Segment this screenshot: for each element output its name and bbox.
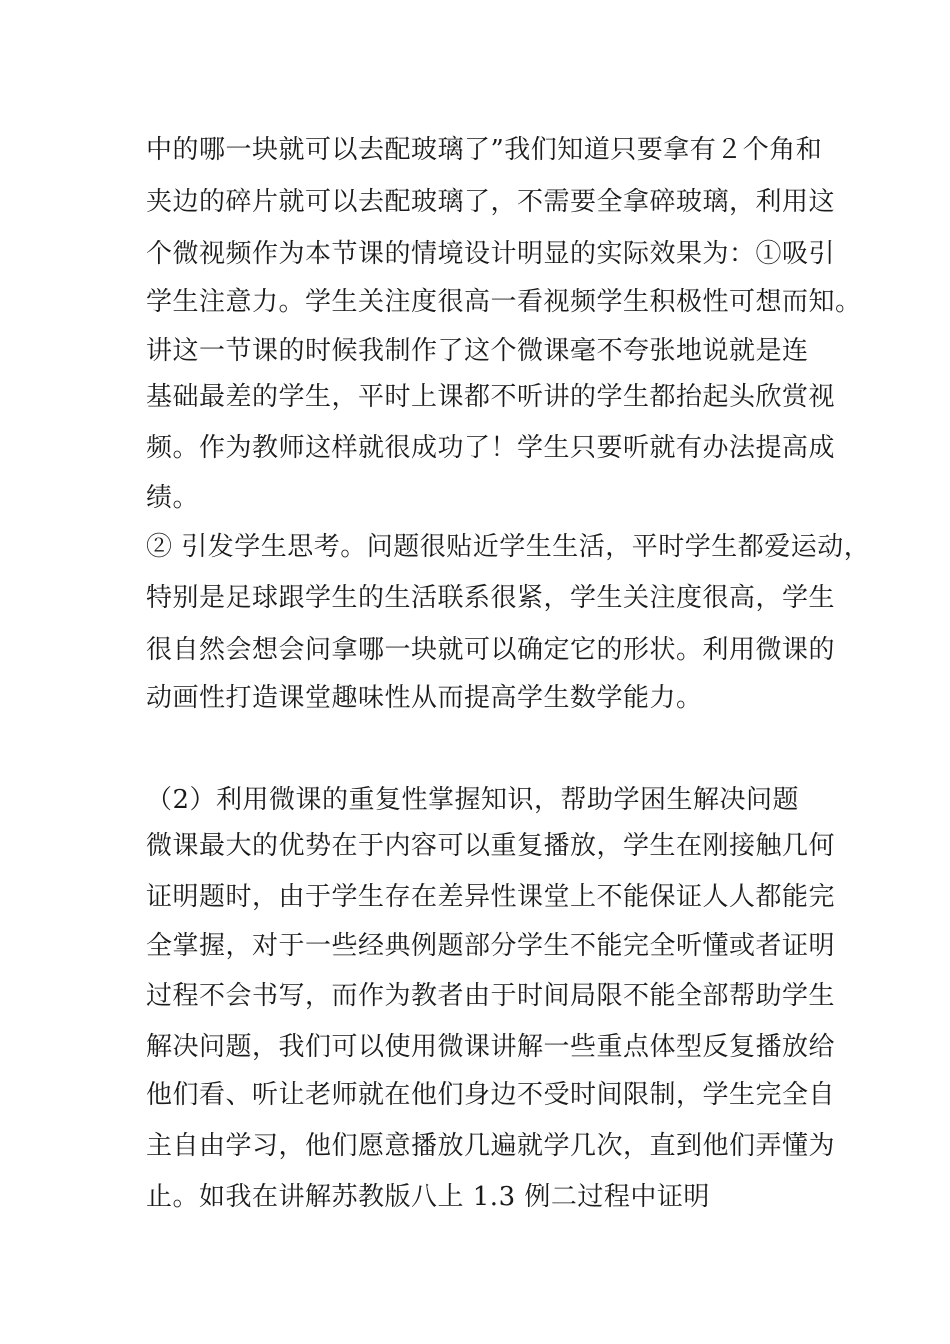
text-line: 个微视频作为本节课的情境设计明显的实际效果为：①吸引 [146, 239, 836, 269]
text-line: 特别是足球跟学生的生活联系很紧，学生关注度很高，学生 [146, 583, 836, 613]
text-line: 他们看、听让老师就在他们身边不受时间限制，学生完全自 [146, 1080, 836, 1110]
text-line: 微课最大的优势在于内容可以重复播放，学生在刚接触几何 [146, 831, 836, 861]
text-line: 频。作为教师这样就很成功了！学生只要听就有办法提高成 [146, 433, 836, 463]
text-line: 主自由学习，他们愿意播放几遍就学几次，直到他们弄懂为 [146, 1131, 836, 1161]
text-line: 讲这一节课的时候我制作了这个微课毫不夸张地说就是连 [146, 336, 809, 366]
text-line: 基础最差的学生，平时上课都不听讲的学生都抬起头欣赏视 [146, 382, 836, 412]
text-line: 全掌握，对于一些经典例题部分学生不能完全听懂或者证明 [146, 931, 836, 961]
text-line: 夹边的碎片就可以去配玻璃了，不需要全拿碎玻璃，利用这 [146, 187, 836, 217]
text-line: 中的哪一块就可以去配玻璃了”我们知道只要拿有２个角和 [146, 135, 823, 165]
text-line: 过程不会书写，而作为教者由于时间局限不能全部帮助学生 [146, 981, 836, 1011]
text-line: 绩。 [146, 483, 200, 513]
text-line: 动画性打造课堂趣味性从而提高学生数学能力。 [146, 683, 703, 713]
text-line: 学生注意力。学生关注度很高一看视频学生积极性可想而知。 [146, 287, 862, 317]
text-line: 很自然会想会问拿哪一块就可以确定它的形状。利用微课的 [146, 635, 836, 665]
text-line: 证明题时，由于学生存在差异性课堂上不能保证人人都能完 [146, 882, 836, 912]
text-line: 止。如我在讲解苏教版八上 1.3 例二过程中证明 [146, 1182, 710, 1212]
text-line: ② 引发学生思考。问题很贴近学生生活，平时学生都爱运动， [146, 532, 871, 562]
section-heading: （2）利用微课的重复性掌握知识，帮助学困生解决问题 [146, 785, 800, 815]
text-line: 解决问题，我们可以使用微课讲解一些重点体型反复播放给 [146, 1032, 836, 1062]
